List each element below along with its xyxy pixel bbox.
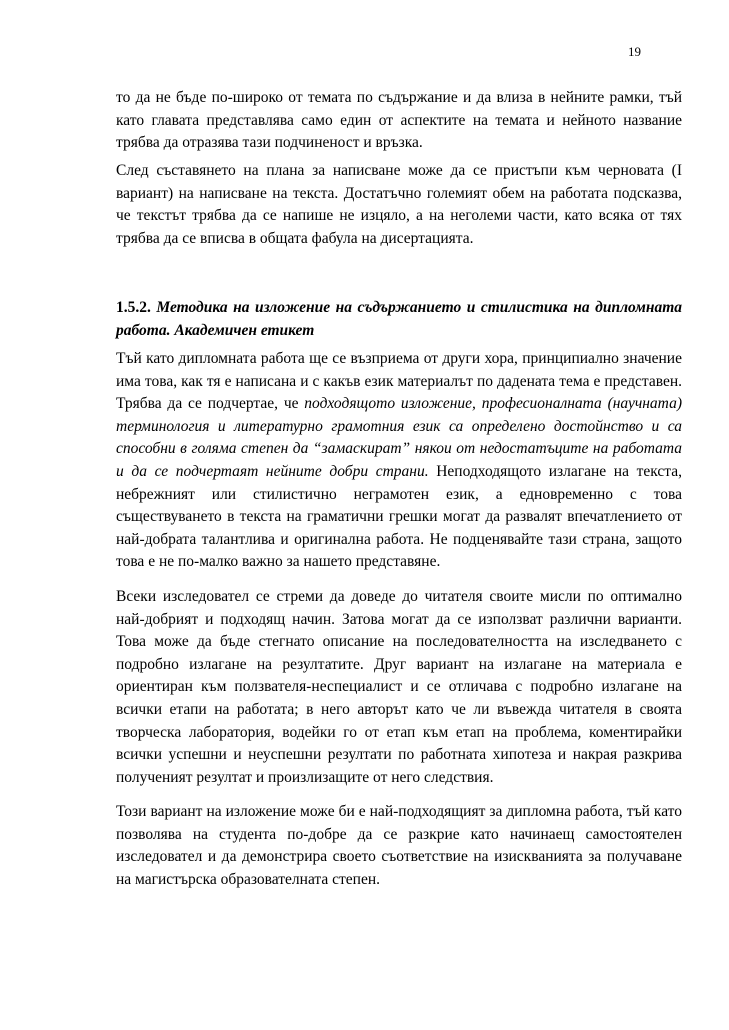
- section-title: Методика на изложение на съдържанието и стилистика на дипломната работа. Академичен етикет: [116, 299, 683, 339]
- section-heading: [116, 297, 682, 342]
- page-number: 19: [628, 44, 641, 59]
- paragraph-draft: След съставянето на плана за написване може да се пристъпи към черновата (I вариант) на написване на текста. Достатъчно големият обем на работата подсказва, че текстът трябва да се напише не изцяло, а на неголеми части, като всяка от тях трябва да се вписва в общата фабула на дисертацията.: [116, 162, 682, 247]
- paragraph-variants: Всеки изследовател се стреми да доведе до читателя своите мисли по оптимално най-добрият и подходящ начин. Затова могат да се използват различни варианти. Това може да бъде стегнато описание на последователността на изследването с подробно излагане на резултатите. Друг вариант на излагане на материала е ориентиран към ползвателя-неспециалист и се отличава с подробно излагане на всички етапи на работата; в него авторът като че ли въвежда читателя в своята творческа лаборатория, водейки го от етап към етап на проблема, коментирайки всички успешни и неуспешни резултати по работната хипотеза и накрая разкрива полученият резултат и произлизащите от него следствия.: [116, 588, 682, 786]
- paragraph-continuation: то да не бъде по-широко от темата по съдържание и да влиза в нейните рамки, тъй като главата представлява само един от аспектите на темата и нейното название трябва да отразява тази подчиненост и връзка.: [116, 89, 682, 152]
- paragraph-language-part1: Тъй като дипломната работа ще се възприема от други хора, принципиално значение има това, как тя е написана и с какъв език материалът по дадената тема е представен. Трябва да се подчертае, че: [116, 350, 682, 413]
- paragraph-language: [116, 348, 682, 574]
- paragraph-language-italic: подходящото изложение, професионалната (научната) терминология и литературно грамотния език са определено достойнство и са способни в голяма степен да “замаскират” някои от недостатъците на работата и да се подчертаят нейните добри страни.: [116, 395, 682, 480]
- paragraph-recommended: Този вариант на изложение може би е най-подходящият за дипломна работа, тъй като позволява на студента по-добре да се разкрие като начинаещ самостоятелен изследовател и да демонстрира своето съответствие на изискванията за получаване на магистърска образователната степен.: [116, 803, 682, 888]
- section-number: 1.5.2.: [116, 299, 151, 316]
- paragraph-language-part2: Неподходящото излагане на текста, небрежният или стилистично неграмотен език, а едновременно с това съществуването в текста на граматични грешки могат да развалят впечатлението от най-добрата талантлива и оригинална работа. Не подценявайте тази страна, защото това е не по-малко важно за нашето представяне.: [116, 462, 682, 571]
